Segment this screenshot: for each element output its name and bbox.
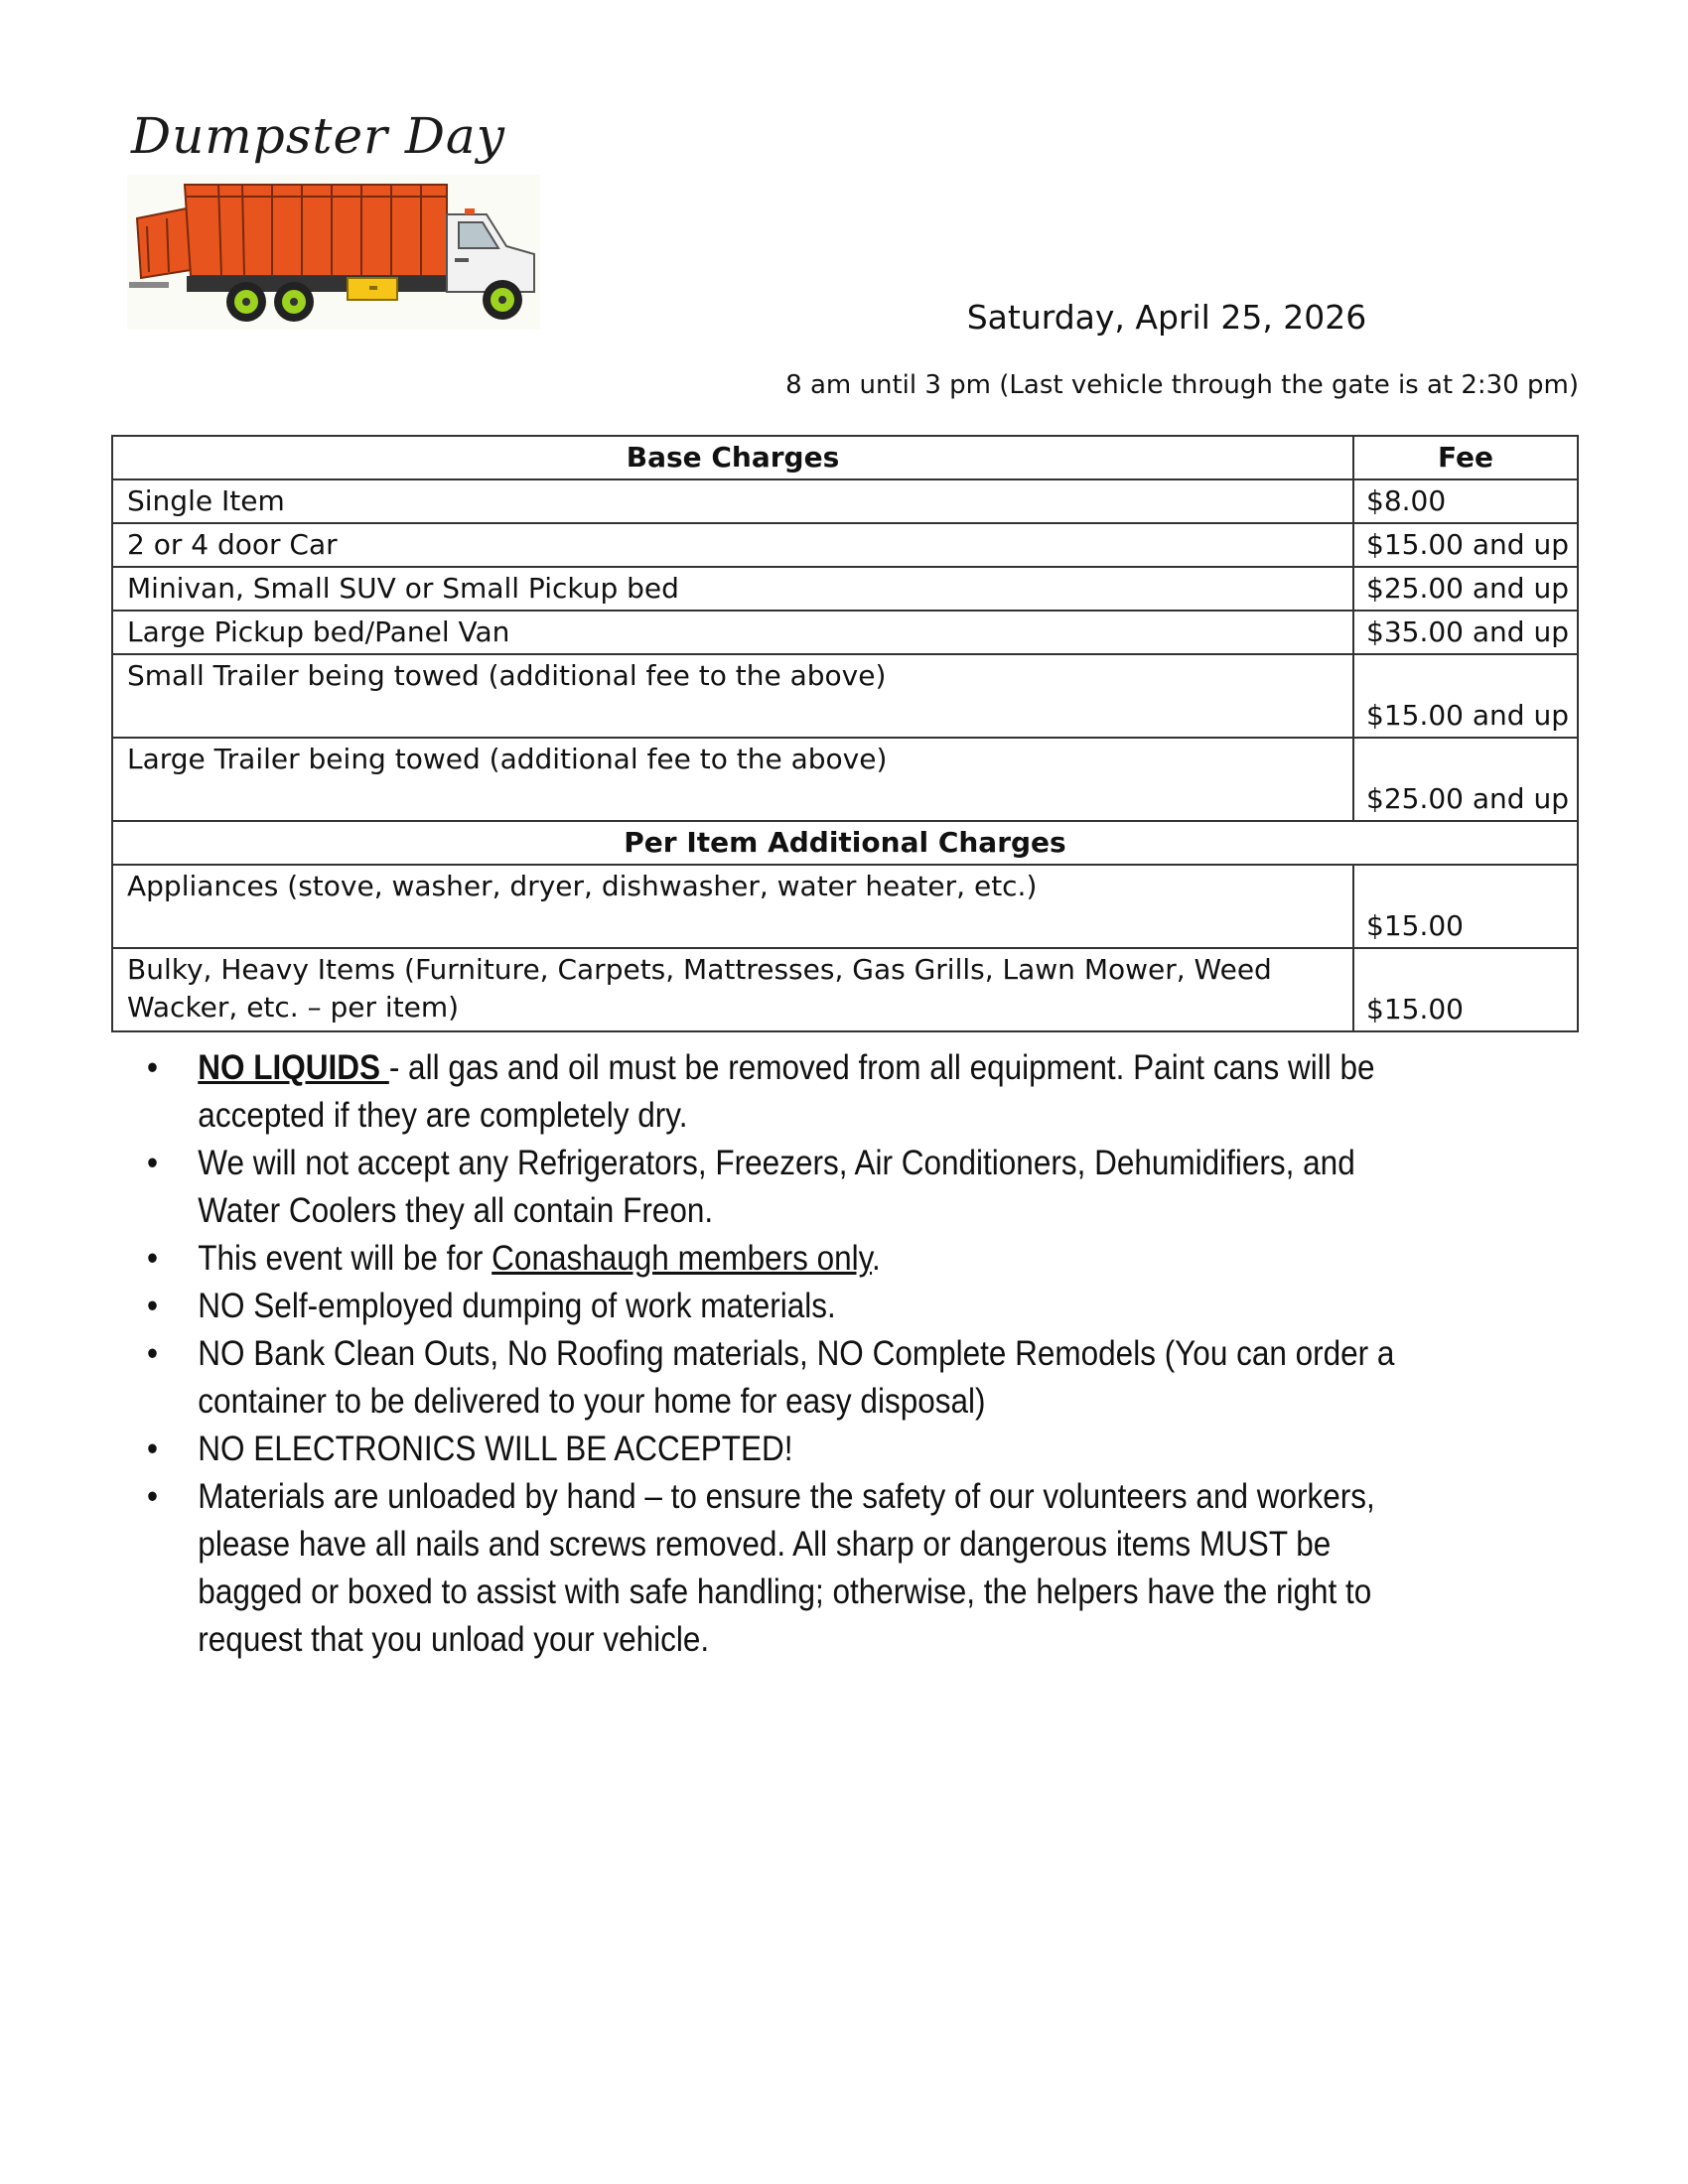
- rule-freon: [111, 1140, 1443, 1235]
- cleanouts-text: NO Bank Clean Outs, No Roofing materials, NO Complete Remodels (You can order a container to be delivered to your home for easy disposal): [198, 1334, 1395, 1421]
- freon-text: We will not accept any Refrigerators, Freezers, Air Conditioners, Dehumidifiers, and Water Coolers they all contain Freon.: [198, 1144, 1355, 1230]
- bullet-icon: •: [147, 1287, 159, 1325]
- self-employed-text: NO Self-employed dumping of work materials.: [198, 1287, 836, 1325]
- bullet-icon: •: [147, 1048, 159, 1087]
- fee-cell: $25.00 and up: [1353, 567, 1578, 611]
- safety-text: Materials are unloaded by hand – to ensure the safety of our volunteers and workers, please have all nails and screws removed. All sharp or dangerous items MUST be bagged or boxed to assist with safe handling; otherwise, the helpers have the right to request that you unload your vehicle.: [198, 1477, 1375, 1659]
- members-prefix: This event will be for: [198, 1239, 492, 1278]
- electronics-text: NO ELECTRONICS WILL BE ACCEPTED!: [198, 1430, 793, 1468]
- rule-cleanouts: [111, 1330, 1443, 1426]
- rule-members-only: [111, 1235, 1443, 1283]
- bullet-icon: •: [147, 1239, 159, 1278]
- section-header-row: [112, 821, 1578, 865]
- bullet-icon: •: [147, 1477, 159, 1516]
- dumpster-day-logo: [127, 107, 540, 330]
- fee-cell: $15.00 and up: [1353, 654, 1578, 738]
- table-header-row: [112, 436, 1578, 479]
- bullet-icon: •: [147, 1430, 159, 1468]
- item-cell: 2 or 4 door Car: [112, 523, 1353, 567]
- fee-cell: $35.00 and up: [1353, 611, 1578, 654]
- bullet-icon: •: [147, 1334, 159, 1373]
- fees-table: [111, 435, 1579, 1032]
- rule-electronics: [111, 1426, 1443, 1473]
- table-row: [112, 738, 1578, 821]
- fee-cell: $8.00: [1353, 479, 1578, 523]
- table-row: [112, 523, 1578, 567]
- rules-list: [111, 1044, 1443, 1664]
- members-only-text: Conashaugh members only: [492, 1239, 873, 1278]
- table-row: [112, 611, 1578, 654]
- fee-cell: $15.00: [1353, 865, 1578, 948]
- base-charges-header: Base Charges: [112, 436, 1353, 479]
- bullet-icon: •: [147, 1144, 159, 1182]
- item-cell: Bulky, Heavy Items (Furniture, Carpets, Mattresses, Gas Grills, Lawn Mower, Weed Wacker, etc. – per item): [112, 948, 1353, 1031]
- rule-self-employed: [111, 1283, 1443, 1330]
- fee-cell: $15.00 and up: [1353, 523, 1578, 567]
- fee-cell: $25.00 and up: [1353, 738, 1578, 821]
- no-liquids-text: - all gas and oil must be removed from all equipment. Paint cans will be accepted if they are completely dry.: [198, 1048, 1375, 1135]
- fee-header: Fee: [1353, 436, 1578, 479]
- no-liquids-label: NO LIQUIDS: [198, 1048, 389, 1087]
- item-cell: Minivan, Small SUV or Small Pickup bed: [112, 567, 1353, 611]
- table-row: [112, 479, 1578, 523]
- table-row: [112, 948, 1578, 1031]
- item-cell: Small Trailer being towed (additional fee to the above): [112, 654, 1353, 738]
- item-cell: Large Trailer being towed (additional fee to the above): [112, 738, 1353, 821]
- item-cell: Appliances (stove, washer, dryer, dishwasher, water heater, etc.): [112, 865, 1353, 948]
- garbage-truck-icon: [127, 175, 540, 330]
- rule-no-liquids: [111, 1044, 1443, 1140]
- table-row: [112, 654, 1578, 738]
- fee-cell: $15.00: [1353, 948, 1578, 1031]
- table-row: [112, 865, 1578, 948]
- event-date: Saturday, April 25, 2026: [966, 298, 1367, 337]
- item-cell: Single Item: [112, 479, 1353, 523]
- rule-safety: [111, 1473, 1443, 1664]
- item-cell: Large Pickup bed/Panel Van: [112, 611, 1353, 654]
- table-row: [112, 567, 1578, 611]
- members-suffix: .: [872, 1239, 881, 1278]
- event-hours: 8 am until 3 pm (Last vehicle through the gate is at 2:30 pm): [785, 370, 1579, 400]
- additional-charges-header: Per Item Additional Charges: [112, 821, 1578, 865]
- logo-title: Dumpster Day: [131, 107, 505, 165]
